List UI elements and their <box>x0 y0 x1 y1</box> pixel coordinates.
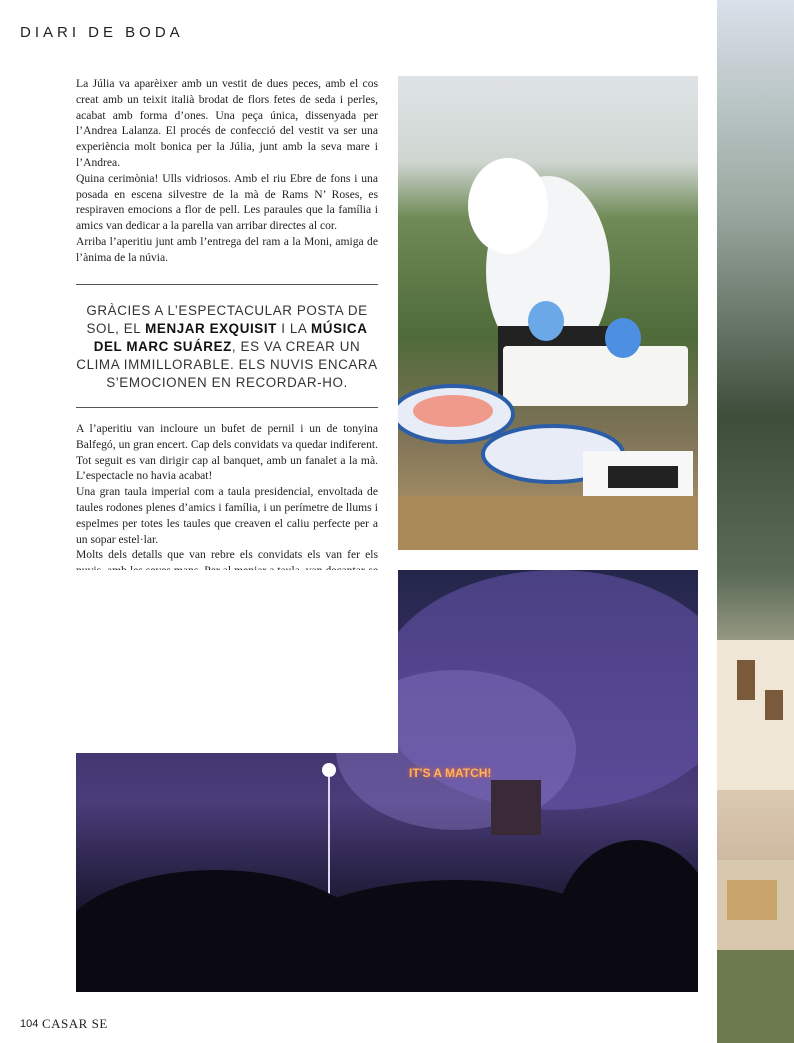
paragraph: A l’aperitiu van incloure un bufet de pernil i un de tonyina Balfegó, un gran encert. Cap dels convidats va quedar indiferent. Tot seguit es van dirigir cap al banquet, amb un fanalet a la mà. L’espectacle no havia acabat! <box>76 422 378 483</box>
photo-venue-garden <box>717 0 794 1043</box>
chef-illustration <box>398 76 698 550</box>
article-block-1 <box>76 76 378 266</box>
pull-quote-text: I LA <box>276 321 312 336</box>
paragraph: Molts dels detalls que van rebre els convidats els van fer els <box>76 548 378 562</box>
pull-quote-highlight: MENJAR EXQUISIT <box>145 321 277 336</box>
paragraph: La Júlia va aparèixer amb un vestit de dues peces, amb el cos creat amb un teixit italià brodat de flors fetes de seda i perles, acabat amb forma d’ones. Una peça única, dissenyada per l’Andrea Lalanza. El procés de confecció del vestit va ser una experiència molt bonica per la Júlia, junt amb la seva mare i l’Andrea. <box>76 77 378 169</box>
divider-top <box>76 284 378 285</box>
photo-party-dance <box>76 570 698 992</box>
pull-quote-text: GRÀCIES A L’ESPECTACULAR POSTA DE SOL, EL <box>86 303 368 336</box>
divider-bottom <box>76 407 378 408</box>
section-title: DIARI DE BODA <box>20 24 184 41</box>
paragraph: Una gran taula imperial com a taula presidencial, envoltada de taules rodones plenes d’amics i família, i un perímetre de llums i espelmes per totes les taules que creaven el caliu perfecte per a un sopar estel·lar. <box>76 485 378 546</box>
photo-chef-carving <box>398 76 698 550</box>
text-cutout <box>76 570 398 753</box>
pull-quote-highlight: MÚSICA DEL MARC SUÁREZ <box>93 321 368 354</box>
magazine-brand: CASAR SE <box>42 1016 108 1031</box>
pull-quote-text: , ES VA CREAR UN CLIMA IMMILLORABLE. ELS NUVIS ENCARA S’EMOCIONEN EN RECORDAR-HO. <box>76 339 378 390</box>
page-number: 104 <box>20 1018 39 1030</box>
venue-illustration <box>717 0 794 1043</box>
paragraph: Quina cerimònia! Ulls vidriosos. Amb el riu Ebre de fons i una posada en escena silvestre de la mà de Rams N’ Roses, es respiraven emocions a flor de pell. Les paraules que la família i amics van dedicar a la parella van arribar directes al cor. <box>76 171 378 233</box>
paragraph: Arriba l’aperitiu junt amb l’entrega del ram a la Moni, amiga de l’ànima de la núvia. <box>76 234 378 264</box>
neon-sign: IT'S A MATCH! <box>409 766 492 780</box>
pull-quote <box>76 302 378 392</box>
